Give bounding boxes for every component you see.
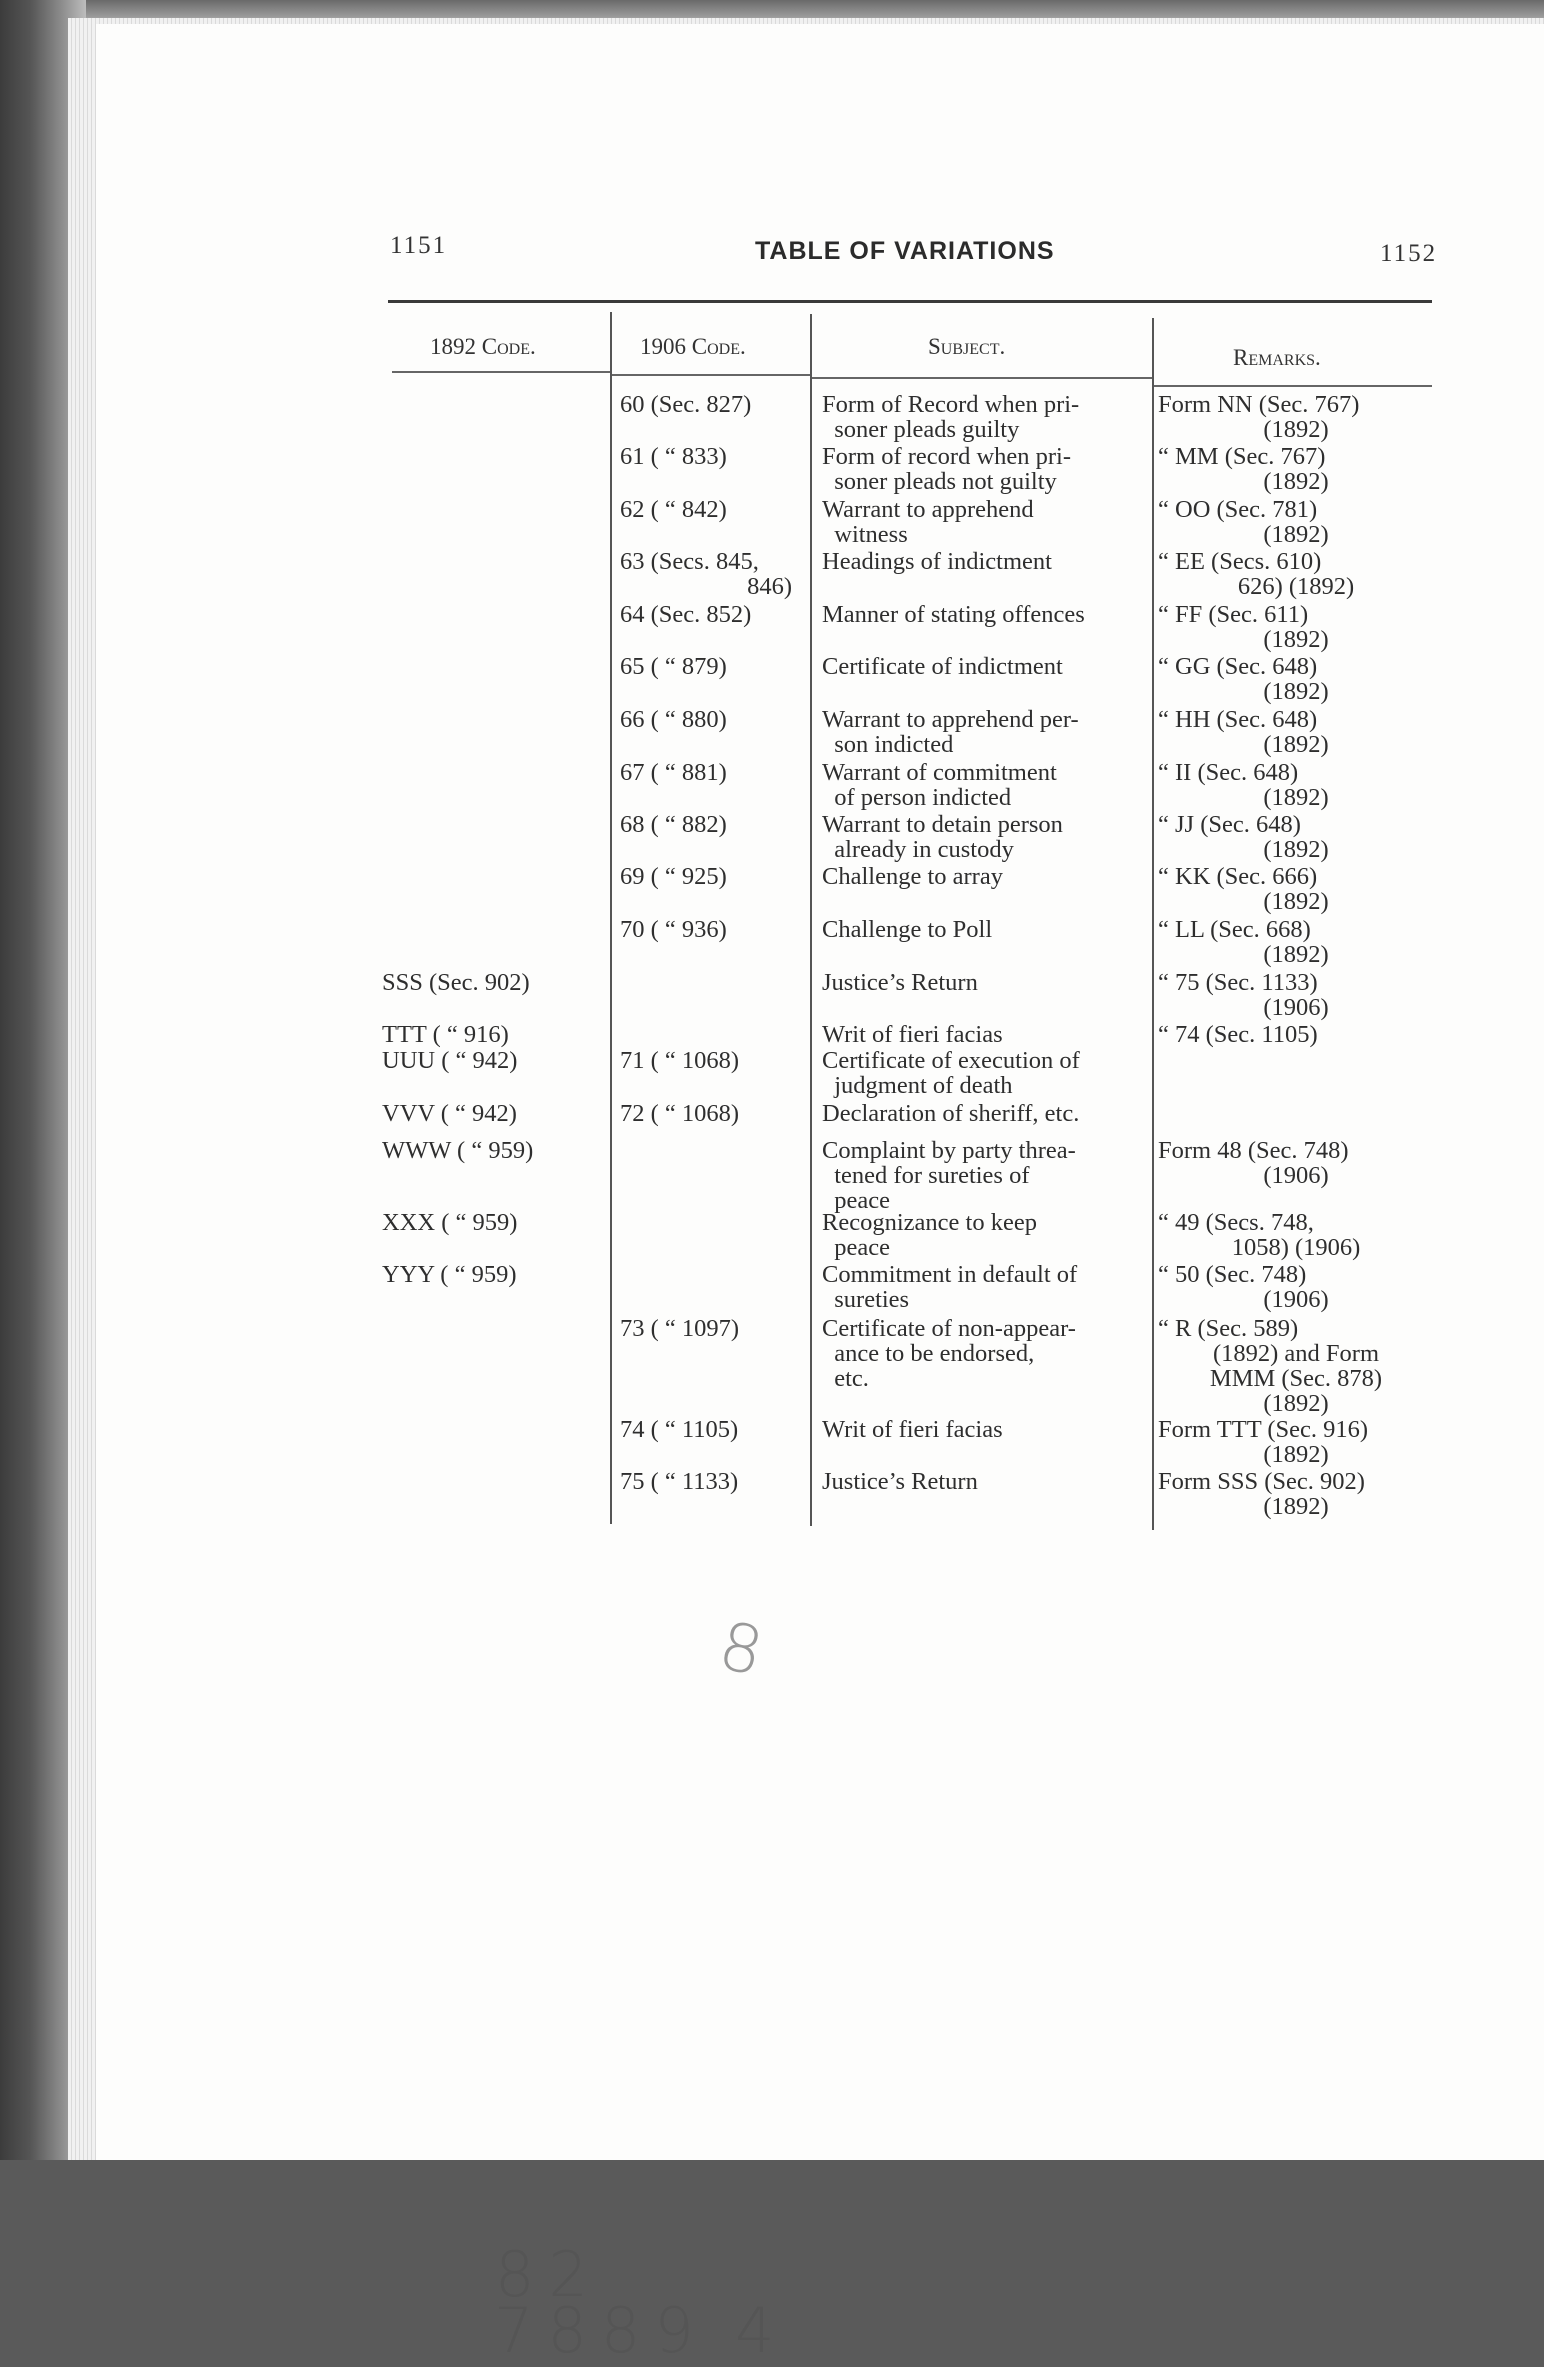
cell-1906-code: 63 (Secs. 845,	[620, 548, 759, 575]
cell-remarks: 1058) (1906)	[1231, 1234, 1361, 1261]
cell-remarks: Form TTT (Sec. 916)	[1158, 1416, 1369, 1443]
cell-remarks: “ MM (Sec. 767)	[1158, 443, 1326, 470]
cell-subject: already in custody	[822, 836, 1014, 863]
column-header-remarks: Remarks.	[1233, 345, 1321, 370]
cell-subject: Manner of stating offences	[822, 601, 1085, 628]
cell-1892-code: SSS (Sec. 902)	[382, 969, 530, 996]
cell-subject: Warrant to detain person	[822, 811, 1063, 838]
cell-subject: tened for sureties of	[822, 1162, 1030, 1189]
cell-subject: Warrant to apprehend	[822, 496, 1034, 523]
header-underline-1906	[610, 374, 810, 376]
cell-remarks: (1892)	[1263, 784, 1329, 811]
cell-1906-code: 67 ( “ 881)	[620, 759, 727, 786]
cell-1892-code: YYY ( “ 959)	[382, 1261, 517, 1288]
column-divider-2	[810, 314, 812, 1526]
column-header-1906: 1906 Code.	[640, 334, 746, 359]
cell-1906-code: 62 ( “ 842)	[620, 496, 727, 523]
cell-remarks: (1892)	[1263, 836, 1329, 863]
cell-subject: Certificate of indictment	[822, 653, 1063, 680]
cell-remarks: “ EE (Secs. 610)	[1158, 548, 1322, 575]
cell-subject: judgment of death	[822, 1072, 1013, 1099]
cell-1892-code: WWW ( “ 959)	[382, 1137, 534, 1164]
cell-subject: Form of Record when pri-	[822, 391, 1080, 418]
cell-remarks: (1892) and Form	[1212, 1340, 1380, 1367]
cell-1906-code: 71 ( “ 1068)	[620, 1047, 740, 1074]
cell-subject: Challenge to array	[822, 863, 1003, 890]
cell-subject: witness	[822, 521, 908, 548]
cell-remarks: (1892)	[1263, 468, 1329, 495]
cell-remarks: “ 50 (Sec. 748)	[1158, 1261, 1307, 1288]
cell-remarks: (1892)	[1263, 1390, 1329, 1417]
cell-1906-code: 60 (Sec. 827)	[620, 391, 752, 418]
cell-1892-code: TTT ( “ 916)	[382, 1021, 509, 1048]
cell-subject: Certificate of non-appear-	[822, 1315, 1076, 1342]
cell-subject: Certificate of execution of	[822, 1047, 1080, 1074]
cell-subject: peace	[822, 1234, 890, 1261]
cell-remarks: (1892)	[1263, 1441, 1329, 1468]
cell-remarks: “ GG (Sec. 648)	[1158, 653, 1318, 680]
cell-1906-code: 72 ( “ 1068)	[620, 1100, 740, 1127]
cell-subject: Recognizance to keep	[822, 1209, 1037, 1236]
page-title: TABLE OF VARIATIONS	[755, 237, 1055, 265]
cell-remarks: Form NN (Sec. 767)	[1158, 391, 1360, 418]
cell-remarks: (1892)	[1263, 941, 1329, 968]
cell-subject: etc.	[822, 1365, 869, 1392]
column-divider-3	[1152, 318, 1154, 1530]
cell-remarks: (1892)	[1263, 888, 1329, 915]
pencil-mark: 8	[712, 1607, 784, 1694]
cell-remarks: “ II (Sec. 648)	[1158, 759, 1299, 786]
cell-remarks: (1906)	[1263, 1286, 1329, 1313]
cell-1892-code: VVV ( “ 942)	[382, 1100, 517, 1127]
column-header-subject: Subject.	[928, 334, 1006, 359]
cell-subject: ance to be endorsed,	[822, 1340, 1035, 1367]
cell-remarks: (1906)	[1263, 994, 1329, 1021]
left-page-number: 1151	[390, 232, 448, 259]
cell-remarks: “ 75 (Sec. 1133)	[1158, 969, 1318, 996]
cell-remarks: “ JJ (Sec. 648)	[1158, 811, 1301, 838]
cell-remarks: (1906)	[1263, 1162, 1329, 1189]
cell-subject: Complaint by party threa-	[822, 1137, 1076, 1164]
cell-subject: Declaration of sheriff, etc.	[822, 1100, 1080, 1127]
cell-remarks: “ KK (Sec. 666)	[1158, 863, 1318, 890]
cell-remarks: (1892)	[1263, 1493, 1329, 1520]
cell-subject: Justice’s Return	[822, 1468, 978, 1495]
cell-1906-code: 846)	[747, 573, 792, 600]
cell-remarks: “ FF (Sec. 611)	[1158, 601, 1309, 628]
book-page	[96, 24, 1544, 2160]
cell-1906-code: 75 ( “ 1133)	[620, 1468, 739, 1495]
cell-subject: son indicted	[822, 731, 954, 758]
cell-subject: of person indicted	[822, 784, 1012, 811]
cell-subject: soner pleads not guilty	[822, 468, 1057, 495]
cell-remarks: “ HH (Sec. 648)	[1158, 706, 1318, 733]
header-rule	[388, 300, 1432, 303]
cell-1906-code: 66 ( “ 880)	[620, 706, 727, 733]
cell-remarks: “ 49 (Secs. 748,	[1158, 1209, 1314, 1236]
column-header-1892: 1892 Code.	[430, 334, 536, 359]
cell-remarks: 626) (1892)	[1237, 573, 1355, 600]
cell-subject: Headings of indictment	[822, 548, 1052, 575]
cell-remarks: “ LL (Sec. 668)	[1158, 916, 1311, 943]
cell-remarks: Form 48 (Sec. 748)	[1158, 1137, 1349, 1164]
cell-1906-code: 65 ( “ 879)	[620, 653, 727, 680]
cell-subject: soner pleads guilty	[822, 416, 1020, 443]
cell-1906-code: 74 ( “ 1105)	[620, 1416, 739, 1443]
handwritten-number-1: 82	[495, 2238, 602, 2311]
cell-1906-code: 70 ( “ 936)	[620, 916, 727, 943]
cell-1906-code: 68 ( “ 882)	[620, 811, 727, 838]
cell-remarks: MMM (Sec. 878)	[1209, 1365, 1383, 1392]
header-underline-1892	[392, 371, 610, 373]
cell-subject: Challenge to Poll	[822, 916, 993, 943]
cell-subject: Warrant of commitment	[822, 759, 1057, 786]
handwritten-number-2: 7889	[494, 2294, 708, 2367]
cell-remarks: (1892)	[1263, 678, 1329, 705]
cell-1906-code: 64 (Sec. 852)	[620, 601, 752, 628]
cell-remarks: (1892)	[1263, 521, 1329, 548]
cell-subject: Justice’s Return	[822, 969, 978, 996]
handwritten-number-3: 4	[735, 2294, 789, 2367]
cell-1906-code: 69 ( “ 925)	[620, 863, 727, 890]
cell-1906-code: 61 ( “ 833)	[620, 443, 727, 470]
cell-1892-code: XXX ( “ 959)	[382, 1209, 518, 1236]
cell-remarks: “ R (Sec. 589)	[1158, 1315, 1299, 1342]
cell-remarks: “ 74 (Sec. 1105)	[1158, 1021, 1318, 1048]
header-underline-remarks	[1152, 385, 1432, 387]
right-page-number: 1152	[1380, 240, 1438, 267]
cell-remarks: “ OO (Sec. 781)	[1158, 496, 1318, 523]
header-underline-subject	[810, 377, 1152, 379]
cell-1906-code: 73 ( “ 1097)	[620, 1315, 740, 1342]
cell-remarks: (1892)	[1263, 731, 1329, 758]
cell-subject: Commitment in default of	[822, 1261, 1078, 1288]
cell-1892-code: UUU ( “ 942)	[382, 1047, 518, 1074]
cell-remarks: (1892)	[1263, 416, 1329, 443]
cell-subject: Writ of fieri facias	[822, 1021, 1003, 1048]
cell-subject: Warrant to apprehend per-	[822, 706, 1079, 733]
cell-subject: Form of record when pri-	[822, 443, 1072, 470]
column-divider-1	[610, 312, 612, 1524]
cell-subject: sureties	[822, 1286, 910, 1313]
cell-remarks: (1892)	[1263, 626, 1329, 653]
cell-subject: Writ of fieri facias	[822, 1416, 1003, 1443]
cell-remarks: Form SSS (Sec. 902)	[1158, 1468, 1365, 1495]
cell-subject: peace	[822, 1187, 890, 1214]
